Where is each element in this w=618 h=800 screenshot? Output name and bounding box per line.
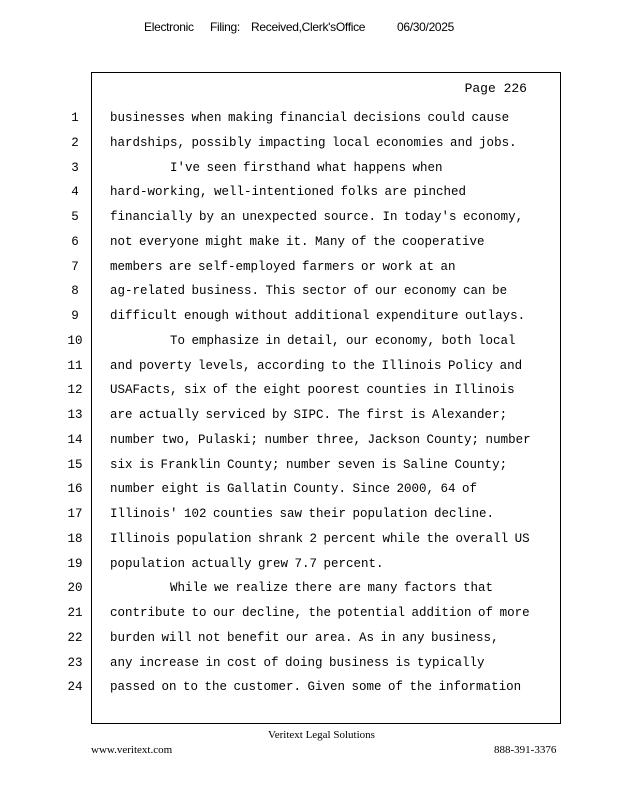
transcript-line: Illinois population shrank 2 percent while the overall US — [110, 532, 530, 546]
line-number: 6 — [71, 235, 79, 249]
header-electronic: Electronic — [144, 20, 194, 34]
transcript-line: contribute to our decline, the potential addition of more — [110, 606, 530, 620]
line-number: 14 — [67, 433, 83, 447]
line-number: 15 — [67, 458, 83, 472]
transcript-line: hard-working, well-intentioned folks are pinched — [110, 185, 467, 199]
line-number: 18 — [67, 532, 83, 546]
footer-company: Veritext Legal Solutions — [268, 729, 375, 741]
line-number: 13 — [67, 408, 83, 422]
transcript-line: number eight is Gallatin County. Since 2000, 64 of — [110, 482, 478, 496]
line-number: 8 — [71, 284, 79, 298]
transcript-line: While we realize there are many factors that — [170, 581, 494, 595]
line-number: 7 — [71, 260, 79, 274]
line-number: 11 — [67, 359, 83, 373]
footer-phone: 888-391-3376 — [494, 744, 557, 756]
line-number: 12 — [67, 383, 83, 397]
transcript-line: I've seen firsthand what happens when — [170, 161, 443, 175]
line-number: 23 — [67, 656, 83, 670]
line-number: 10 — [67, 334, 83, 348]
line-number: 20 — [67, 581, 83, 595]
line-number: 17 — [67, 507, 83, 521]
line-number: 2 — [71, 136, 79, 150]
transcript-line: Illinois' 102 counties saw their population decline. — [110, 507, 495, 521]
transcript-line: and poverty levels, according to the Illinois Policy and — [110, 359, 523, 373]
transcript-line: businesses when making financial decisions could cause — [110, 111, 510, 125]
line-number: 22 — [67, 631, 83, 645]
transcript-line: not everyone might make it. Many of the cooperative — [110, 235, 485, 249]
transcript-line: To emphasize in detail, our economy, both local — [170, 334, 516, 348]
transcript-line: number two, Pulaski; number three, Jackson County; number — [110, 433, 531, 447]
line-number: 9 — [71, 309, 79, 323]
header-date: 06/30/2025 — [397, 20, 455, 34]
transcript-line: hardships, possibly impacting local economies and jobs. — [110, 136, 517, 150]
line-number: 3 — [71, 161, 79, 175]
line-number: 16 — [67, 482, 83, 496]
transcript-line: ag-related business. This sector of our economy can be — [110, 284, 508, 298]
transcript-line: are actually serviced by SIPC. The first is Alexander; — [110, 408, 508, 422]
footer-website: www.veritext.com — [91, 744, 173, 756]
transcript-line: USAFacts, six of the eight poorest counties in Illinois — [110, 383, 515, 397]
header-filing: Filing: — [210, 20, 240, 34]
transcript-line: financially by an unexpected source. In today's economy, — [110, 210, 524, 224]
line-number: 1 — [71, 111, 79, 125]
transcript-line: population actually grew 7.7 percent. — [110, 557, 384, 571]
line-number: 4 — [71, 185, 79, 199]
header-received: Received,Clerk'sOffice — [251, 20, 366, 34]
transcript-line: six is Franklin County; number seven is Saline County; — [110, 458, 508, 472]
line-number: 24 — [67, 680, 83, 694]
transcript-line: difficult enough without additional expenditure outlays. — [110, 309, 526, 323]
line-number: 19 — [67, 557, 83, 571]
line-number: 21 — [67, 606, 83, 620]
transcript-line: burden will not benefit our area. As in any business, — [110, 631, 499, 645]
transcript-line: passed on to the customer. Given some of the information — [110, 680, 522, 694]
page-number: Page 226 — [464, 81, 527, 96]
transcript-line: members are self-employed farmers or work at an — [110, 260, 456, 274]
line-number: 5 — [71, 210, 79, 224]
transcript-line: any increase in cost of doing business is typically — [110, 656, 485, 670]
